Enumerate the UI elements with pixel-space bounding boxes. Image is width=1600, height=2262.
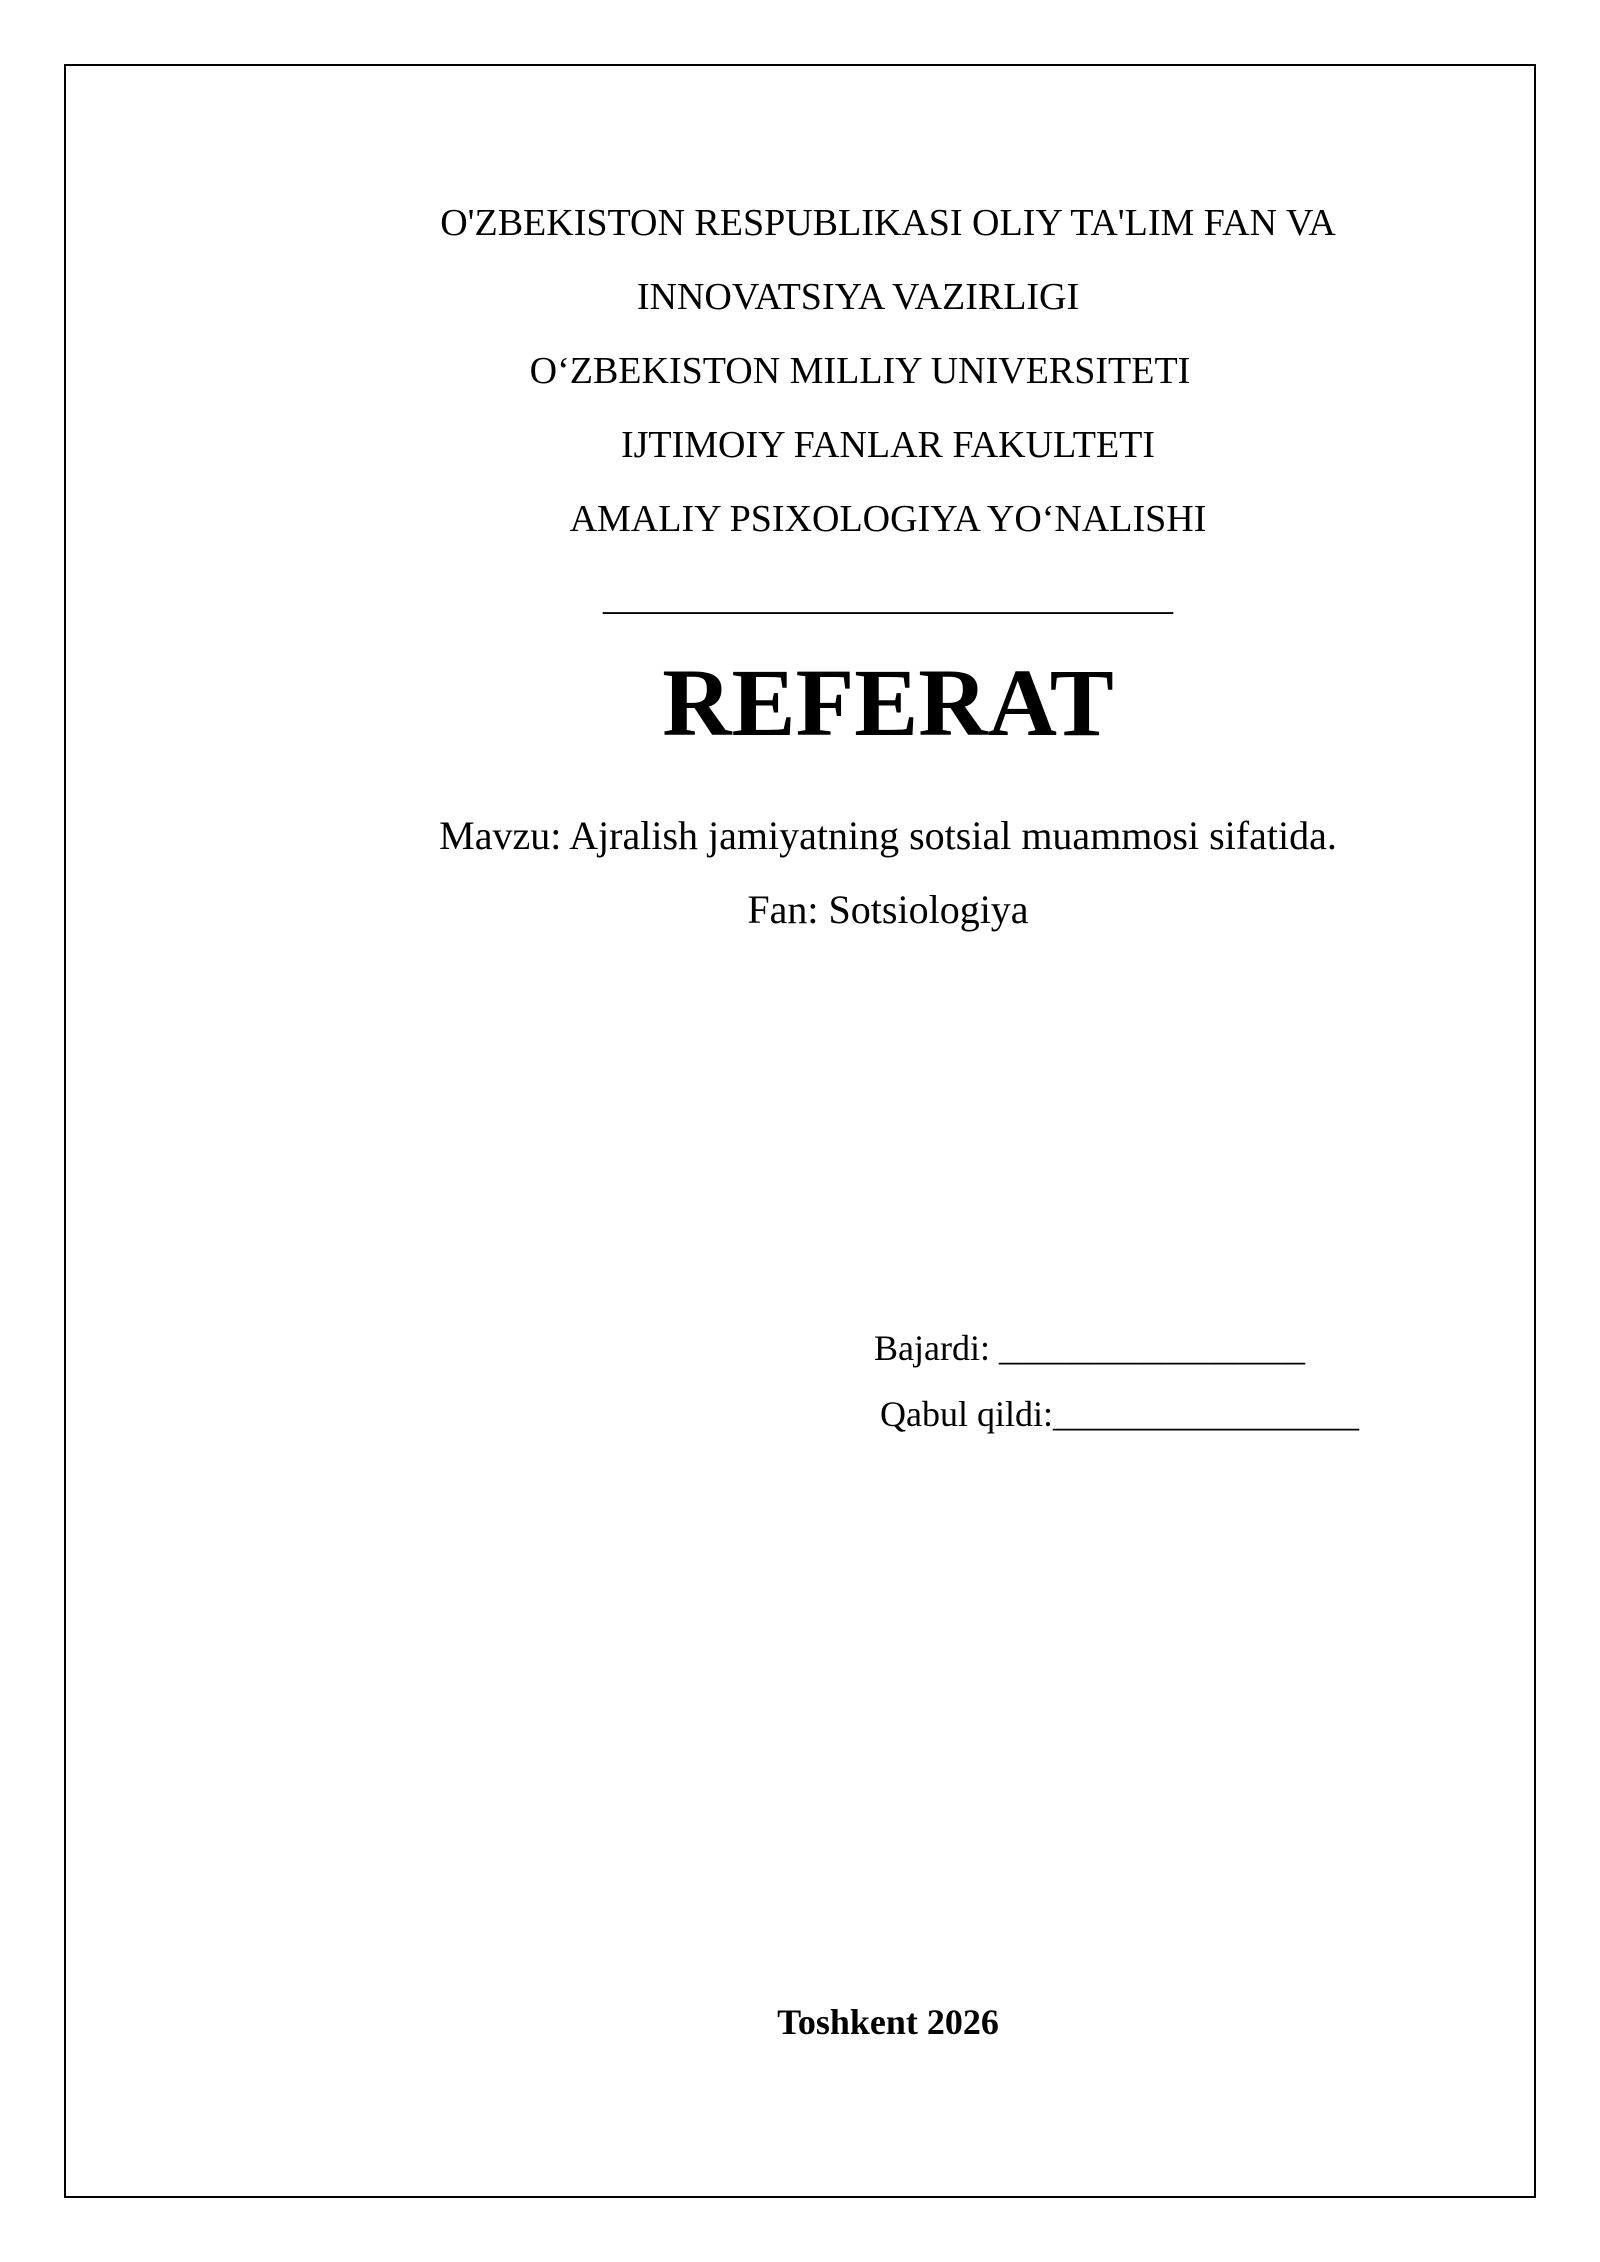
footer-city-year: Toshkent 2026: [777, 2002, 999, 2042]
ministry-name-line1: O'ZBEKISTON RESPUBLIKASI OLIY TA'LIM FAN VA: [440, 202, 1336, 244]
topic-line: Mavzu: Ajralish jamiyatning sotsial muammosi sifatida.: [439, 813, 1337, 858]
university-name: O‘ZBEKISTON MILLIY UNIVERSITETI: [529, 350, 1191, 392]
subject-line: Fan: Sotsiologiya: [747, 887, 1029, 932]
performed-by-line: Bajardi: _________________: [874, 1328, 1305, 1368]
ministry-name-line2: INNOVATSIYA VAZIRLIGI: [636, 276, 1080, 318]
direction-name: AMALIY PSIXOLOGIYA YO‘NALISHI: [569, 498, 1207, 540]
document-title: REFERAT: [662, 649, 1114, 756]
faculty-name: IJTIMOIY FANLAR FAKULTETI: [620, 424, 1156, 466]
separator-line: ______________________________: [603, 576, 1173, 618]
accepted-by-line: Qabul qildi:_________________: [880, 1394, 1359, 1434]
